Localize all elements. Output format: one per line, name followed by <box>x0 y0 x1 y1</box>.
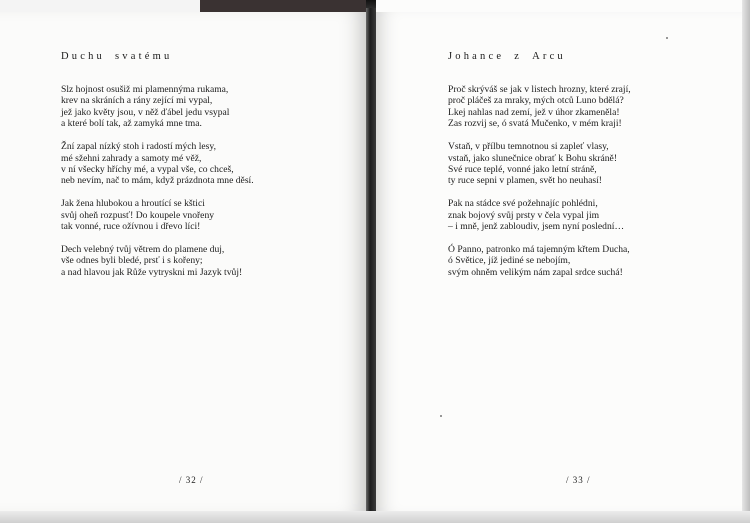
bottom-edge <box>0 511 750 523</box>
verse-line: a které bolí tak, až zamyká mne tma. <box>61 118 202 130</box>
verse-line: svým ohněm velikým nám zapal srdce suchá! <box>448 266 623 278</box>
verse-line: vstaň, jako slunečnice obrať k Bohu skráně! <box>448 152 618 164</box>
verse-line: znak bojový svůj prsty v čela vypal jim <box>448 209 600 221</box>
right-title-word: Arcu <box>532 51 566 62</box>
right-title-word: z <box>514 51 523 62</box>
verse-line: Své ruce teplé, vonné jako letní stráně, <box>448 163 597 175</box>
left-poem-body <box>61 84 254 290</box>
left-poem-title <box>61 51 172 62</box>
stanza <box>61 84 254 130</box>
left-page-number: / 32 / <box>179 475 204 485</box>
verse-line: Lkej nahlas nad zemí, jež v úhor zkameněla! <box>448 106 620 118</box>
verse-line: Jak žena hlubokou a hroutící se kštici <box>61 198 205 210</box>
verse-line: Slz hojnost osušiž mi plamennýma rukama, <box>61 84 229 95</box>
verse-line: v ní všecky hříchy mé, a vypal vše, co chceš, <box>61 163 234 175</box>
page-edge <box>742 0 750 523</box>
paper-speck <box>440 415 442 417</box>
verse-line: Žní zapal nízký stoh i radostí mých lesy, <box>61 141 216 153</box>
verse-line: vše odnes byli bledé, prsť i s kořeny; <box>61 255 203 267</box>
verse-line: a nad hlavou jak Růže vytryskni mi Jazyk tvůj! <box>61 266 243 278</box>
verse-line: ó Světice, jíž jediné se nebojím, <box>448 255 571 267</box>
right-page <box>376 12 744 512</box>
verse-line: Pak na stádce své požehnajíc pohlédni, <box>448 198 598 210</box>
verse-line: – i mně, jenž zabloudiv, jsem nyní poslední… <box>448 221 625 233</box>
right-poem-body <box>448 84 631 290</box>
verse-line: ty ruce sepni v plamen, svět ho neuhasí! <box>448 175 602 187</box>
right-poem-title <box>448 51 566 62</box>
verse-line: Proč skrýváš se jak v listech hrozny, které zrají, <box>448 84 631 95</box>
stanza <box>448 84 631 130</box>
stanza <box>61 198 254 232</box>
verse-line: mé sžehni zahrady a samoty mé věž, <box>61 152 202 164</box>
stanza <box>448 244 631 278</box>
verse-line: neb nevím, nač to mám, když prázdnota mne děsí. <box>61 175 254 187</box>
right-page-number: / 33 / <box>566 475 591 485</box>
left-title-word: svatému <box>115 51 173 62</box>
verse-line: proč pláčeš za mraky, mých otců Luno bdělá? <box>448 95 624 107</box>
verse-line: krev na skráních a rány zející mi vypal, <box>61 95 213 107</box>
left-page <box>0 12 366 512</box>
stanza <box>448 198 631 232</box>
left-title-word: Duchu <box>61 51 105 62</box>
stanza <box>61 141 254 187</box>
verse-line: Dech velebný tvůj větrem do plamene duj, <box>61 243 225 255</box>
stanza <box>448 141 631 187</box>
verse-line: jež jako květy jsou, v něž ďábel jedu vsypal <box>61 106 230 118</box>
verse-line: tak vonné, ruce ožívnou i dřevo líci! <box>61 221 201 233</box>
verse-line: Zas rozvij se, ó svatá Mučenko, v mém kraji! <box>448 118 622 130</box>
paper-speck <box>666 37 668 39</box>
verse-line: Vstaň, v přílbu temnotnou si zapleť vlasy, <box>448 141 609 153</box>
right-title-word: Johance <box>448 51 505 62</box>
book-gutter <box>366 8 376 523</box>
verse-line: Ó Panno, patronko má tajemným křtem Ducha, <box>448 243 630 255</box>
stanza <box>61 244 254 278</box>
verse-line: svůj oheň rozpusť! Do koupele vnořeny <box>61 209 215 221</box>
